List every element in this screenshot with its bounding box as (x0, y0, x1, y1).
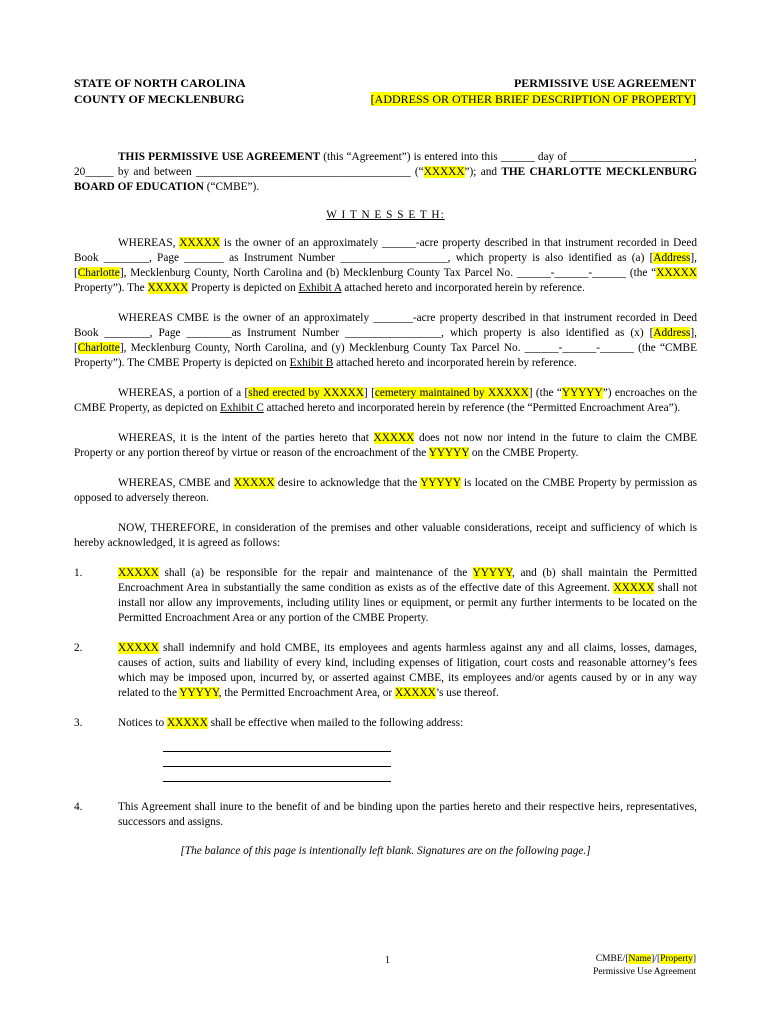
text-run: WHEREAS CMBE is the owner of an approximately _______-acre property described in that instrument recorded in Deed Book ________, Page ________as Instrument Number _________________, which property is also identified as (x) [ (74, 312, 697, 339)
footer-doc-title: Permissive Use Agreement (593, 967, 696, 977)
highlighted-placeholder: XXXXX (656, 267, 697, 279)
clause-text (118, 641, 697, 701)
highlighted-placeholder: XXXXX (423, 166, 465, 178)
highlighted-placeholder: Charlotte (77, 267, 120, 279)
highlighted-placeholder: YYYYY (420, 477, 461, 489)
text-run: WHEREAS, (118, 237, 180, 249)
clause-number: 3. (74, 717, 83, 729)
text-run: shall indemnify and hold CMBE, its employees and agents harmless against any and all claims, losses, damages, causes of action, suits and liability of every kind, including expenses of litigation, court costs and reasonable attorney’s fees which may be imposed upon, incurred by, or asserted against CMBE, its employees and/or agents caused by or in any way related to the (118, 642, 697, 699)
highlighted-placeholder: YYYYY (179, 687, 219, 699)
highlighted-placeholder: YYYYY (428, 447, 470, 459)
clause-1 (74, 566, 697, 626)
text-run: ], [ (74, 252, 697, 279)
bold-text: THE CHARLOTTE MECKLENBURG BOARD OF EDUCATION (74, 166, 697, 193)
exhibit-c-reference: Exhibit C (220, 402, 264, 414)
text-run: desire to acknowledge that the (274, 477, 421, 489)
text-run: ], [ (74, 327, 697, 354)
intro-paragraph (74, 150, 697, 195)
clause-text (118, 566, 697, 626)
highlighted-placeholder: Property (660, 954, 693, 964)
text-run: , and (b) shall maintain the Permitted Encroachment Area in substantially the same condition as exists as of the effective date of this Agreement. (118, 567, 697, 594)
highlighted-placeholder: XXXXX (147, 282, 189, 294)
text-run: CMBE/[ (595, 954, 629, 964)
text-run: on the CMBE Property. (469, 447, 579, 459)
clause-text: This Agreement shall inure to the benefit of and be binding upon the parties hereto and their respective heirs, representatives, successors and assigns. (118, 801, 697, 828)
text-run: does not now nor intend in the future to claim the CMBE Property or any portion thereof by virtue or reason of the encroachment of the (74, 432, 698, 459)
text-run: is the owner of an approximately ______-acre property described in that instrument recorded in Deed Book ________, Page _______ as Instrument Number ___________________, which property is also identified as (a) [ (74, 237, 697, 264)
text-run: ] (the “ (528, 387, 562, 399)
text-run: WHEREAS, it is the intent of the parties hereto that (118, 432, 374, 444)
header-right (371, 75, 696, 107)
text-run: , the Permitted Encroachment Area, or (218, 687, 396, 699)
highlighted-placeholder: XXXXX (118, 567, 159, 579)
text-run: attached hereto and incorporated herein by reference (the “Permitted Encroachment Area”). (263, 402, 681, 414)
state-heading: STATE OF NORTH CAROLINA (74, 76, 246, 90)
clause-number: 1. (74, 567, 83, 579)
text-run: ”) encroaches on the CMBE Property, as depicted on (74, 387, 697, 414)
witnesseth-heading (74, 208, 697, 223)
text-run: is located on the CMBE Property by permission as opposed to adversely thereon. (74, 477, 697, 504)
highlighted-placeholder: cemetery maintained by XXXXX (374, 387, 529, 399)
footer-doc-ref (593, 953, 696, 966)
text-run: ]/[ (651, 954, 661, 964)
header-left (74, 75, 246, 107)
highlighted-placeholder: XXXXX (118, 642, 159, 654)
whereas-paragraph-4 (74, 431, 697, 461)
text-run: Notices to (118, 717, 167, 729)
whereas-paragraph-2 (74, 311, 697, 371)
highlighted-placeholder: Address (653, 252, 691, 264)
text-run: ”); and (464, 166, 502, 178)
highlighted-placeholder: XXXXX (166, 717, 208, 729)
page-number: 1 (385, 955, 390, 966)
clause-text (118, 716, 697, 731)
address-lines (163, 737, 697, 782)
exhibit-a-reference: Exhibit A (298, 282, 342, 294)
highlighted-placeholder: XXXXX (179, 237, 221, 249)
highlighted-placeholder: XXXXX (613, 582, 655, 594)
text-run: ] [ (363, 387, 375, 399)
highlighted-placeholder: YYYYY (561, 387, 603, 399)
highlighted-placeholder: [ADDRESS OR OTHER BRIEF DESCRIPTION OF PROPERTY] (370, 92, 696, 106)
text-run: shall not install nor allow any improvements, including utility lines or equipment, or permit any further interments to be located on the Permitted Encroachment Area or any portion of the CMBE Property. (118, 582, 697, 624)
text-run: attached hereto and incorporated herein by reference. (333, 357, 577, 369)
text-run: W I T N E S S E T H: (326, 209, 445, 221)
bold-text: THIS PERMISSIVE USE AGREEMENT (118, 151, 321, 163)
now-therefore-paragraph: NOW, THEREFORE, in consideration of the premises and other valuable considerations, receipt and sufficiency of which is hereby acknowledged, it is agreed as follows: (74, 522, 697, 549)
blank-balance-note: [The balance of this page is intentionally left blank. Signatures are on the following page.] (180, 845, 591, 857)
text-run: shall be effective when mailed to the following address: (207, 717, 464, 729)
text-run: (“CMBE”). (203, 181, 260, 193)
text-run: ], Mecklenburg County, North Carolina and (b) Mecklenburg County Tax Parcel No. ______-______-______ (the “ (119, 267, 657, 279)
highlighted-placeholder: XXXXX (373, 432, 415, 444)
address-line (163, 767, 391, 782)
clause-2 (74, 641, 697, 701)
highlighted-placeholder: Charlotte (77, 342, 120, 354)
agreement-title: PERMISSIVE USE AGREEMENT (513, 76, 696, 90)
text-run: (this “Agreement”) is entered into this ______ day of ______________________, 20_____ by and between ______________________________________ (“ (74, 151, 697, 178)
property-description (371, 91, 696, 107)
text-run: shall (a) be responsible for the repair and maintenance of the (158, 567, 473, 579)
address-line (163, 737, 391, 752)
highlighted-placeholder: XXXXX (395, 687, 436, 699)
exhibit-b-reference: Exhibit B (289, 357, 334, 369)
highlighted-placeholder: shed erected by XXXXX (248, 387, 364, 399)
highlighted-placeholder: XXXXX (233, 477, 275, 489)
agreement-body (74, 150, 697, 859)
text-run: Property”). The (74, 282, 148, 294)
whereas-paragraph-3 (74, 386, 697, 416)
text-run: ] (692, 954, 696, 964)
text-run: ], Mecklenburg County, North Carolina, and (y) Mecklenburg County Tax Parcel No. ______-______-______ (the “CMBE Property”). The CMBE Property is depicted on (74, 342, 697, 369)
highlighted-placeholder: Name (628, 954, 652, 964)
clause-4 (74, 800, 697, 830)
county-heading: COUNTY OF MECKLENBURG (74, 92, 245, 106)
text-run: attached hereto and incorporated herein by reference. (341, 282, 585, 294)
text-run: ’s use thereof. (435, 687, 499, 699)
highlighted-placeholder: Address (653, 327, 691, 339)
clause-3 (74, 716, 697, 731)
text-run: WHEREAS, CMBE and (118, 477, 234, 489)
clause-number: 2. (74, 642, 83, 654)
whereas-paragraph-5 (74, 476, 697, 506)
highlighted-placeholder: YYYYY (472, 567, 512, 579)
clause-number: 4. (74, 801, 83, 813)
text-run: WHEREAS, a portion of a [ (118, 387, 249, 399)
footer-reference (593, 953, 696, 979)
address-line (163, 752, 391, 767)
text-run: Property is depicted on (188, 282, 299, 294)
whereas-paragraph-1 (74, 236, 697, 296)
